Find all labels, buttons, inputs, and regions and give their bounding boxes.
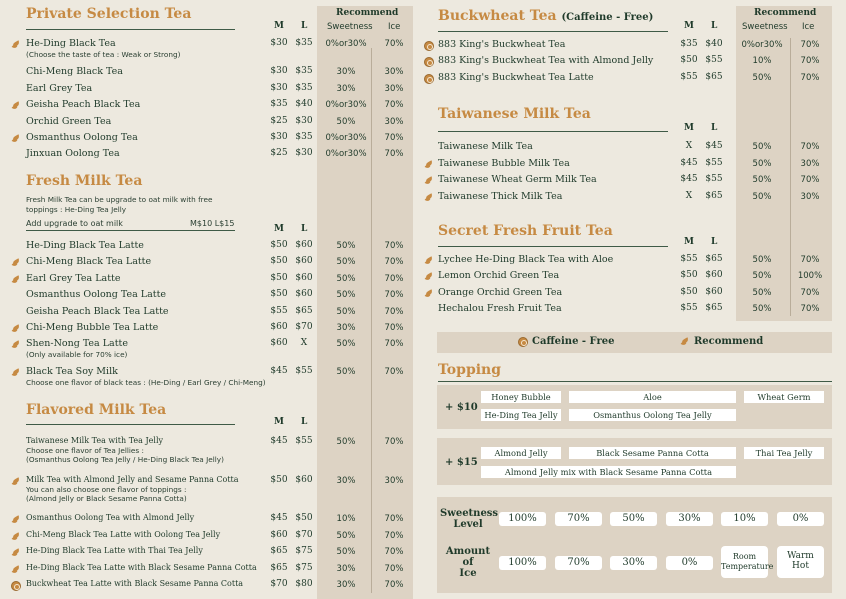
price-m: $30 <box>270 132 288 142</box>
item-name: Chi-Meng Black Tea <box>26 66 123 78</box>
l-label-2: L <box>301 224 308 234</box>
ice-value: 70% <box>384 257 404 268</box>
sweetness-value: 50% <box>752 72 772 83</box>
price-l: $60 <box>295 474 313 485</box>
ice-level-chip: 70% <box>555 556 602 570</box>
freshmilk-note1: Fresh Milk Tea can be upgrade to oat milk with free <box>26 195 213 204</box>
price-l: $60 <box>705 270 723 281</box>
ice-value: 70% <box>384 133 404 143</box>
ice-value: 70% <box>384 580 404 590</box>
price-l: $40 <box>295 99 313 110</box>
ice-value: 70% <box>384 563 404 574</box>
price-l: $55 <box>295 436 313 446</box>
m-label-r1: M <box>684 21 694 31</box>
price-l: $40 <box>705 39 723 49</box>
sweetness-value: 30% <box>336 323 356 333</box>
price-l: $60 <box>705 286 723 297</box>
price-l: $70 <box>295 322 313 332</box>
legend-caffeine: Caffeine - Free <box>532 336 615 347</box>
ice-value: 70% <box>384 366 404 377</box>
menu-row <box>0 116 846 130</box>
topping-chip: Thai Tea Jelly <box>744 447 824 459</box>
ice-value: 30% <box>384 475 404 486</box>
ice-value: 30% <box>384 83 404 94</box>
ice-value: 70% <box>800 142 820 152</box>
item-name: Black Tea Soy Milk <box>26 365 118 377</box>
sweetness-value: 30% <box>336 580 356 590</box>
price-l: $60 <box>295 289 313 300</box>
ice-value: 70% <box>800 255 820 265</box>
item-note: (Almond Jelly or Black Sesame Panna Cotta) <box>26 493 187 503</box>
item-name: Hechalou Fresh Fruit Tea <box>438 303 562 315</box>
price-m: $35 <box>270 99 288 110</box>
fruit-title: Secret Fresh Fruit Tea <box>438 223 613 239</box>
sweetness-value: 50% <box>336 339 356 350</box>
ice-value: 70% <box>800 72 820 83</box>
topping-chip: Osmanthus Oolong Tea Jelly <box>569 409 736 421</box>
sweetness-value: 50% <box>336 547 356 557</box>
freshmilk-note2: toppings : He-Ding Tea Jelly <box>26 205 127 214</box>
menu-row <box>0 99 846 113</box>
ice-value: 70% <box>384 39 404 49</box>
ice-value: 70% <box>384 547 404 557</box>
menu-row <box>0 287 846 301</box>
warm-hot-chip: Warm Hot <box>777 546 824 578</box>
price-l: $35 <box>295 38 313 48</box>
price-m: $45 <box>270 365 288 376</box>
price-m: $55 <box>680 303 698 314</box>
item-name: Lemon Orchid Green Tea <box>438 270 560 282</box>
ice-amount-label: Amount of Ice <box>445 546 491 579</box>
ice-value: 30% <box>384 116 404 127</box>
sweetness-value: 0%or30% <box>325 133 367 143</box>
sweetness-level-chip: 0% <box>777 512 824 526</box>
l-label-r1: L <box>711 21 718 31</box>
item-name: Chi-Meng Black Tea Latte with Oolong Tea Jelly <box>26 529 221 539</box>
m-label: M <box>274 21 284 31</box>
sweetness-value: 30% <box>336 83 356 94</box>
price-m: $30 <box>270 38 288 48</box>
ice-value: 30% <box>800 158 820 169</box>
sweetness-value: 50% <box>752 255 772 265</box>
price-m: $25 <box>270 115 288 126</box>
price-l: $35 <box>295 82 313 93</box>
ice-value: 70% <box>384 437 404 447</box>
topping-chip: Almond Jelly <box>481 447 561 459</box>
ice-value: 30% <box>800 191 820 202</box>
sweetness-value: 50% <box>336 437 356 447</box>
price-m: $60 <box>270 529 288 540</box>
taiwanese-rule <box>438 131 668 132</box>
sweetness-level-chip: 70% <box>555 512 602 526</box>
ice-level-chip: 0% <box>666 556 713 570</box>
ice-value: 70% <box>384 149 404 160</box>
topping-chip: Honey Bubble <box>481 391 561 403</box>
ice-value: 70% <box>384 241 404 251</box>
left-column-divider <box>371 48 372 593</box>
item-name: He-Ding Black Tea Latte <box>26 240 144 251</box>
menu-row <box>0 191 846 205</box>
ice-label-r: Ice <box>802 22 815 32</box>
sweetness-label: Sweetness <box>327 22 373 32</box>
item-name: He-Ding Black Tea Latte with Black Sesame Panna Cotta <box>26 562 257 572</box>
price-m: $60 <box>270 338 288 349</box>
sweetness-value: 0%or30% <box>325 39 367 49</box>
price-m: $25 <box>270 148 288 159</box>
sweetness-value: 50% <box>336 273 356 284</box>
ice-value: 70% <box>384 100 404 111</box>
sweetness-level-chip: 100% <box>499 512 546 526</box>
sweetness-value: 30% <box>336 475 356 486</box>
price-m: $55 <box>270 305 288 316</box>
menu-row <box>0 55 846 69</box>
price-m: $50 <box>680 286 698 297</box>
topping-chip: Aloe <box>569 391 736 403</box>
item-name: Taiwanese Milk Tea <box>438 141 533 152</box>
price-l: $60 <box>295 240 313 250</box>
price-m: $65 <box>270 562 288 573</box>
price-l: $55 <box>705 174 723 184</box>
menu-row <box>0 270 846 284</box>
item-name: Taiwanese Thick Milk Tea <box>438 190 563 202</box>
topping-rule <box>438 381 832 382</box>
menu-row <box>0 254 846 268</box>
item-name: Taiwanese Bubble Milk Tea <box>438 157 570 169</box>
item-name: Orchid Green Tea <box>26 115 112 127</box>
ice-value: 70% <box>384 290 404 301</box>
flavored-title: Flavored Milk Tea <box>26 402 167 418</box>
l-label-r2: L <box>711 123 718 133</box>
price-l: $65 <box>705 254 723 264</box>
ice-value: 70% <box>384 514 404 524</box>
ice-value: 70% <box>800 287 820 298</box>
ice-value: 70% <box>384 323 404 333</box>
sweetness-value: 50% <box>752 287 772 298</box>
ice-value: 70% <box>800 175 820 185</box>
price-m: X <box>685 141 693 151</box>
m-label-3: M <box>274 417 284 427</box>
menu-row <box>0 174 846 188</box>
price-l: X <box>300 338 308 349</box>
sweetness-value: 0%or30% <box>325 149 367 160</box>
price-l: $75 <box>295 546 313 556</box>
item-name: Geisha Peach Black Tea <box>26 99 141 111</box>
freshmilk-title: Fresh Milk Tea <box>26 173 143 189</box>
price-m: $30 <box>270 66 288 77</box>
sweetness-value: 10% <box>752 56 772 67</box>
sweetness-level-label: Sweetness Level <box>440 508 499 530</box>
price-l: $55 <box>705 55 723 66</box>
ice-level-chip: 100% <box>499 556 546 570</box>
price-m: $65 <box>270 546 288 556</box>
ice-value: 70% <box>800 56 820 67</box>
price-m: $55 <box>680 254 698 264</box>
topping-chip: Wheat Germ <box>744 391 824 403</box>
sweetness-level-chip: 50% <box>610 512 657 526</box>
price-l: $30 <box>295 148 313 159</box>
item-note: (Osmanthus Oolong Tea Jelly / He-Ding Black Tea Jelly) <box>26 455 224 464</box>
item-name: Osmanthus Oolong Tea with Almond Jelly <box>26 513 195 522</box>
menu-row <box>0 39 846 53</box>
recommend-leaf-icon <box>680 337 690 347</box>
item-name: Milk Tea with Almond Jelly and Sesame Panna Cotta <box>26 474 239 484</box>
item-name: Chi-Meng Bubble Tea Latte <box>26 322 159 333</box>
private-title: Private Selection Tea <box>26 6 192 22</box>
topping-chip: Black Sesame Panna Cotta <box>569 447 736 459</box>
price-m: $50 <box>270 474 288 485</box>
sweetness-value: 50% <box>336 306 356 317</box>
item-name: Taiwanese Milk Tea with Tea Jelly <box>26 436 164 445</box>
price-m: $45 <box>270 513 288 523</box>
menu-row <box>0 303 846 317</box>
oat-price: M$10 L$15 <box>190 219 235 228</box>
item-name: 883 King's Buckwheat Tea Latte <box>438 71 594 83</box>
sweetness-value: 50% <box>752 304 772 315</box>
ice-value: 70% <box>800 304 820 315</box>
price-m: $45 <box>680 157 698 168</box>
item-name: Osmanthus Oolong Tea Latte <box>26 289 167 301</box>
price-m: $50 <box>270 289 288 300</box>
private-rule <box>26 29 235 30</box>
item-name: Geisha Peach Black Tea Latte <box>26 305 169 317</box>
sweetness-value: 50% <box>752 142 772 152</box>
price-m: X <box>685 190 693 201</box>
price-l: $65 <box>295 305 313 316</box>
sweetness-value: 30% <box>336 67 356 78</box>
taiwanese-title: Taiwanese Milk Tea <box>438 106 591 122</box>
price-l: $30 <box>295 115 313 126</box>
topping-title: Topping <box>438 362 502 378</box>
item-name: Earl Grey Tea <box>26 82 93 94</box>
sweetness-value: 50% <box>336 116 356 127</box>
recommend-label-r: Recommend <box>754 8 817 18</box>
price-l: $60 <box>295 272 313 283</box>
m-label-r3: M <box>684 237 694 247</box>
item-note: (Choose the taste of tea : Weak or Strong) <box>26 50 181 59</box>
legend-bar <box>437 332 832 353</box>
ice-label: Ice <box>388 22 401 32</box>
buckwheat-rule <box>438 31 668 32</box>
price-m: $60 <box>270 322 288 332</box>
item-note: (Only available for 70% ice) <box>26 350 128 360</box>
ice-value: 100% <box>797 271 823 282</box>
fruit-rule <box>438 246 668 247</box>
recommend-label: Recommend <box>336 8 399 18</box>
price-l: $65 <box>705 71 723 82</box>
legend-recommend: Recommend <box>694 336 764 347</box>
menu-row <box>0 141 846 155</box>
ice-value: 70% <box>800 40 820 50</box>
item-name: Taiwanese Wheat Germ Milk Tea <box>438 174 597 185</box>
ice-level-chip: 30% <box>610 556 657 570</box>
price-l: $60 <box>295 256 313 267</box>
item-note: You can also choose one flavor of toppings : <box>26 484 187 494</box>
sweetness-value: 50% <box>752 158 772 169</box>
l-label: L <box>301 21 308 31</box>
topping-chip: Almond Jelly mix with Black Sesame Panna Cotta <box>481 466 736 478</box>
price-m: $30 <box>270 82 288 93</box>
sweetness-value: 50% <box>336 530 356 541</box>
item-name: Chi-Meng Black Tea Latte <box>26 256 152 268</box>
item-note: Choose one flavor of Tea Jellies : <box>26 446 144 455</box>
sweetness-value: 30% <box>336 563 356 574</box>
price-l: $35 <box>295 66 313 77</box>
buckwheat-title: Buckwheat Tea (Caffeine - Free) <box>438 8 654 24</box>
item-name: He-Ding Black Tea <box>26 38 116 49</box>
price-m: $45 <box>680 174 698 184</box>
price-l: $80 <box>295 579 313 589</box>
sweetness-value: 50% <box>336 366 356 377</box>
oat-label: Add upgrade to oat milk <box>26 219 123 228</box>
price-m: $70 <box>270 579 288 589</box>
item-name: 883 King's Buckwheat Tea with Almond Jelly <box>438 55 654 67</box>
ice-value: 70% <box>384 306 404 317</box>
sweetness-level-chip: 10% <box>721 512 768 526</box>
price-l: $45 <box>705 141 723 151</box>
freshmilk-rule <box>26 230 235 231</box>
ice-value: 70% <box>384 339 404 350</box>
sweetness-value: 10% <box>336 514 356 524</box>
price-m: $50 <box>270 256 288 267</box>
price-l: $55 <box>295 365 313 376</box>
ice-value: 70% <box>384 273 404 284</box>
price-l: $65 <box>705 303 723 314</box>
item-name: Shen-Nong Tea Latte <box>26 338 128 350</box>
price-l: $35 <box>295 132 313 142</box>
sweetness-value: 50% <box>752 191 772 202</box>
menu-row <box>0 72 846 86</box>
item-name: Buckwheat Tea Latte with Black Sesame Panna Cotta <box>26 579 244 588</box>
sweetness-value: 50% <box>336 257 356 268</box>
ice-value: 70% <box>384 530 404 541</box>
item-note: Choose one flavor of black teas : (He-Ding / Earl Grey / Chi-Meng) <box>26 377 266 387</box>
topping-10-price: + $10 <box>445 402 478 413</box>
l-label-3: L <box>301 417 308 427</box>
item-name: Jinxuan Oolong Tea <box>26 148 120 160</box>
item-name: He-Ding Black Tea Latte with Thai Tea Jelly <box>26 546 203 555</box>
l-label-r3: L <box>711 237 718 247</box>
price-l: $55 <box>705 157 723 168</box>
sweetness-value: 0%or30% <box>741 40 783 50</box>
price-l: $70 <box>295 529 313 540</box>
flavored-rule <box>26 424 235 425</box>
sweetness-value: 50% <box>752 175 772 185</box>
topping-chip: He-Ding Tea Jelly <box>481 409 561 421</box>
price-m: $50 <box>270 240 288 250</box>
price-l: $75 <box>295 562 313 573</box>
sweetness-value: 50% <box>336 290 356 301</box>
item-name: Earl Grey Tea Latte <box>26 272 121 284</box>
m-label-2: M <box>274 224 284 234</box>
m-label-r2: M <box>684 123 694 133</box>
price-m: $45 <box>270 436 288 446</box>
sweetness-level-chip: 30% <box>666 512 713 526</box>
item-name: Lychee He-Ding Black Tea with Aloe <box>438 254 614 265</box>
price-m: $50 <box>270 272 288 283</box>
ice-value: 30% <box>384 67 404 78</box>
item-name: Orange Orchid Green Tea <box>438 286 563 298</box>
caffeine-free-icon <box>518 337 528 347</box>
topping-15-price: + $15 <box>445 457 478 468</box>
sweetness-label-r: Sweetness <box>742 22 788 32</box>
menu-row <box>0 158 846 172</box>
sweetness-value: 50% <box>752 271 772 282</box>
room-temperature-chip: Room Temperature <box>721 546 768 578</box>
menu-row <box>0 240 846 254</box>
price-l: $65 <box>705 190 723 201</box>
sweetness-value: 0%or30% <box>325 100 367 111</box>
item-name: Osmanthus Oolong Tea <box>26 132 138 143</box>
sweetness-value: 50% <box>336 241 356 251</box>
price-l: $50 <box>295 513 313 523</box>
price-m: $35 <box>680 39 698 49</box>
price-m: $55 <box>680 71 698 82</box>
item-name: 883 King's Buckwheat Tea <box>438 39 566 50</box>
price-m: $50 <box>680 270 698 281</box>
price-m: $50 <box>680 55 698 66</box>
